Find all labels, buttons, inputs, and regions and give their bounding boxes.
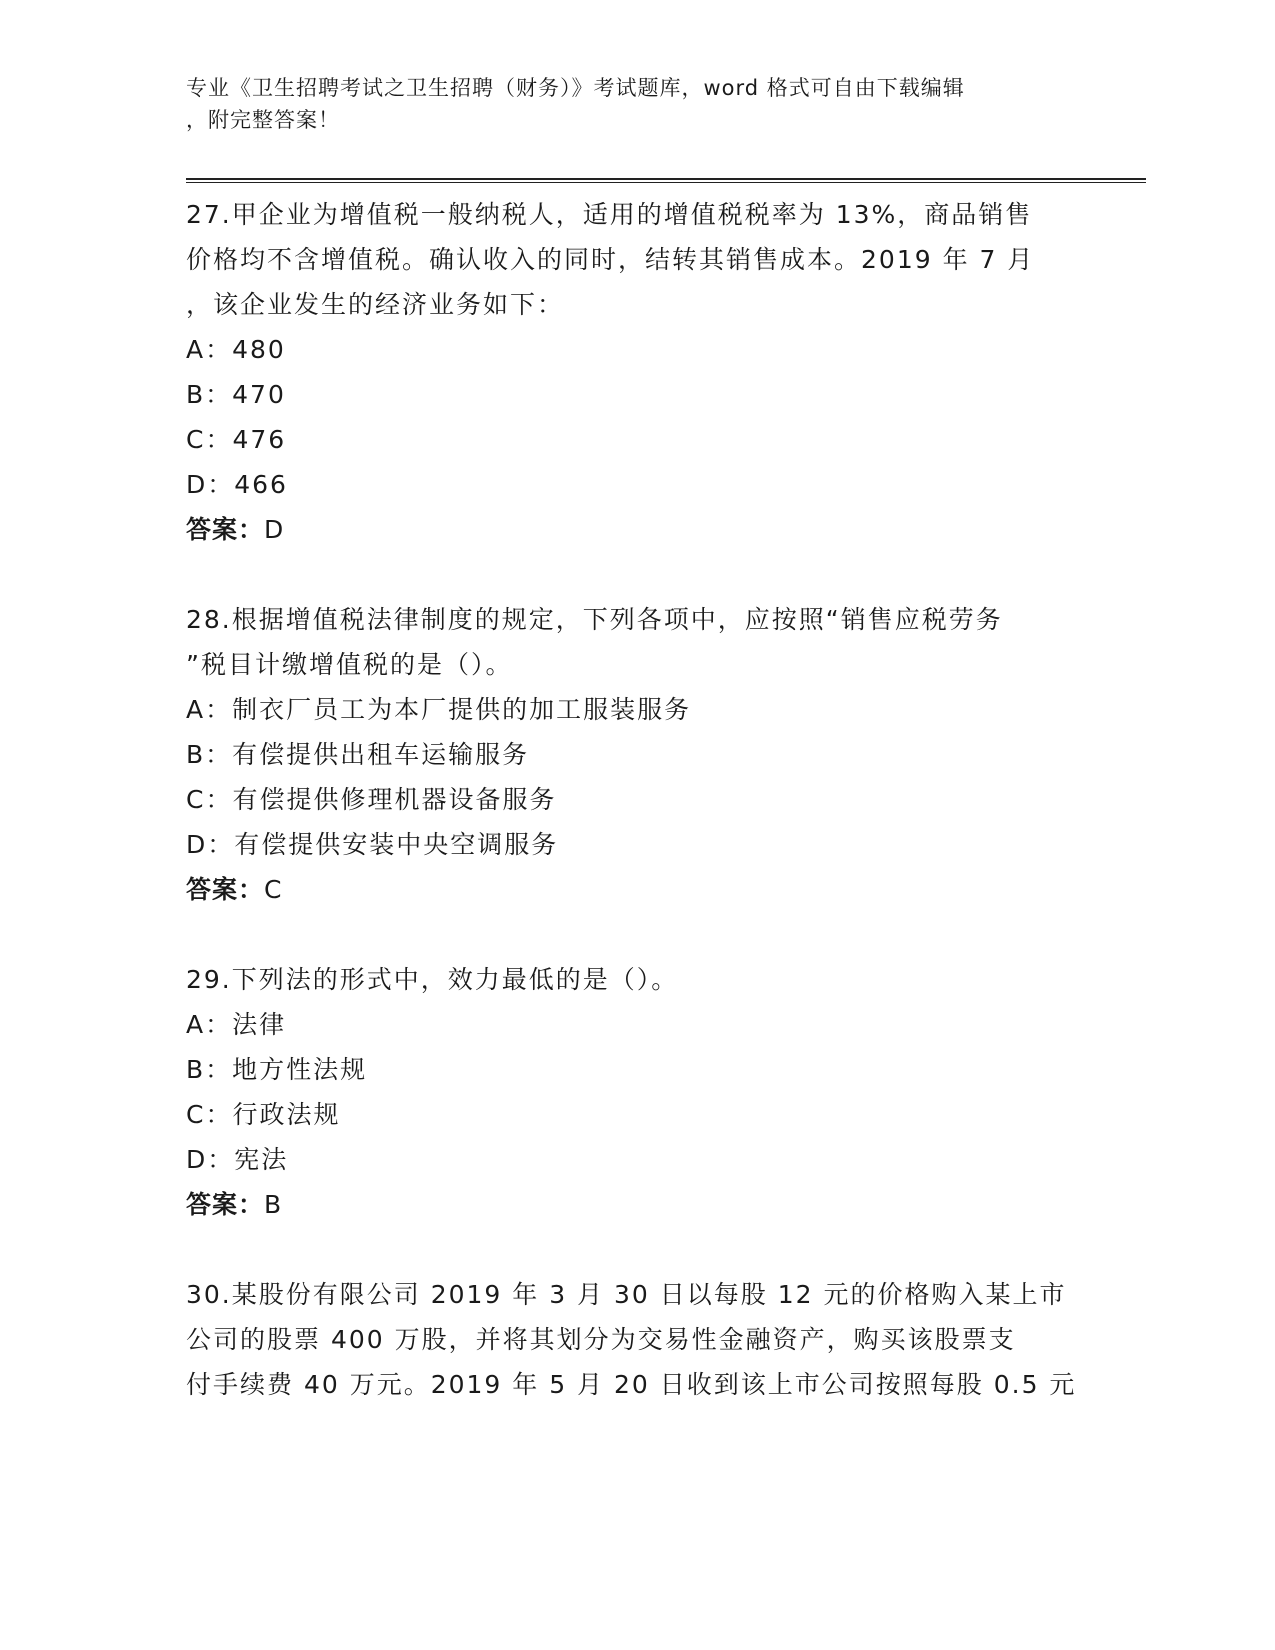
- option-c: C：476: [186, 425, 287, 454]
- answer-line: [186, 867, 1086, 912]
- answer-value: C: [264, 875, 283, 904]
- option-d: D：有偿提供安装中央空调服务: [186, 830, 559, 859]
- answer-value: D: [264, 515, 285, 544]
- question-stem-line: ”税目计缴增值税的是（）。: [186, 650, 513, 679]
- question-stem-line: 付手续费 40 万元。2019 年 5 月 20 日收到该上市公司按照每股 0.5 元: [186, 1370, 1077, 1399]
- question-28: [186, 597, 1086, 912]
- option-d: D：宪法: [186, 1145, 289, 1174]
- question-stem-line: 价格均不含增值税。确认收入的同时，结转其销售成本。2019 年 7 月: [186, 245, 1035, 274]
- header-line-2: ，附完整答案！: [186, 108, 340, 132]
- question-stem-line: 公司的股票 400 万股，并将其划分为交易性金融资产，购买该股票支: [186, 1325, 1016, 1354]
- option-d: D：466: [186, 470, 288, 499]
- option-c: C：行政法规: [186, 1100, 341, 1129]
- document-header: [186, 72, 1086, 136]
- answer-label: 答案：: [186, 875, 265, 904]
- question-stem-line: 30.某股份有限公司 2019 年 3 月 30 日以每股 12 元的价格购入某上市: [186, 1280, 1067, 1309]
- option-a: A：法律: [186, 1010, 287, 1039]
- question-29: [186, 957, 1086, 1227]
- question-stem-line: 29.下列法的形式中，效力最低的是（）。: [186, 965, 679, 994]
- question-list: [186, 192, 1086, 1452]
- answer-label: 答案：: [186, 1190, 265, 1219]
- question-stem-line: ，该企业发生的经济业务如下：: [186, 290, 565, 319]
- option-b: B：有偿提供出租车运输服务: [186, 740, 530, 769]
- question-stem-line: 28.根据增值税法律制度的规定，下列各项中，应按照“销售应税劳务: [186, 605, 1003, 634]
- question-stem-line: 27.甲企业为增值税一般纳税人，适用的增值税税率为 13%，商品销售: [186, 200, 1033, 229]
- answer-value: B: [264, 1190, 283, 1219]
- header-divider-thin: [186, 182, 1146, 183]
- answer-line: [186, 1182, 1086, 1227]
- header-line-1: 专业《卫生招聘考试之卫生招聘（财务）》考试题库，word 格式可自由下载编辑: [186, 76, 965, 100]
- question-27: [186, 192, 1086, 552]
- header-divider-thick: [186, 178, 1146, 180]
- option-a: A：480: [186, 335, 286, 364]
- answer-label: 答案：: [186, 515, 265, 544]
- option-b: B：470: [186, 380, 286, 409]
- question-30: [186, 1272, 1086, 1407]
- answer-line: [186, 507, 1086, 552]
- option-b: B：地方性法规: [186, 1055, 368, 1084]
- option-c: C：有偿提供修理机器设备服务: [186, 785, 557, 814]
- option-a: A：制衣厂员工为本厂提供的加工服装服务: [186, 695, 692, 724]
